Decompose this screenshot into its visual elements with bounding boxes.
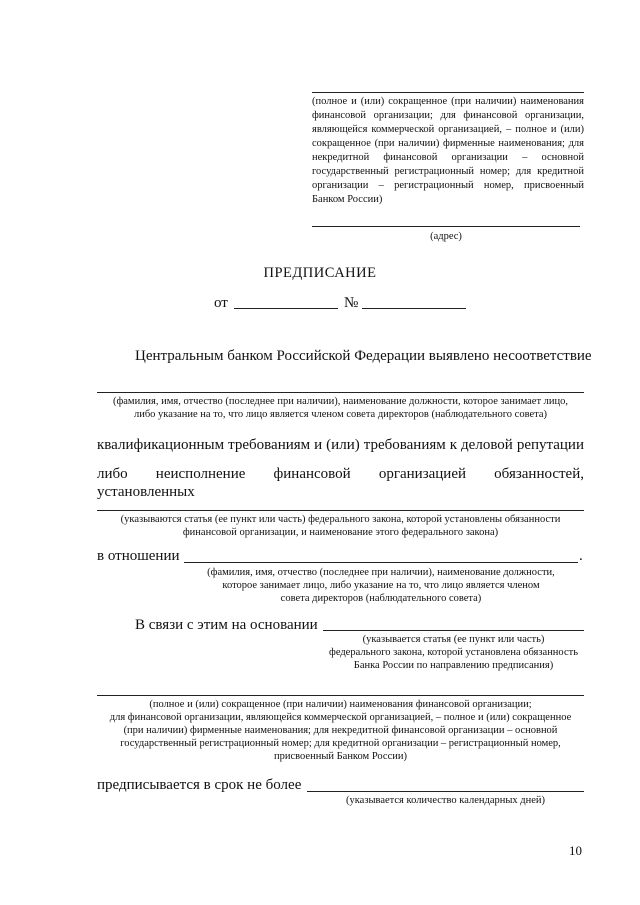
basis-line	[323, 630, 584, 631]
basis-label: В связи с этим на основании	[135, 617, 318, 633]
law-line	[97, 510, 584, 511]
person-line	[97, 392, 584, 393]
term-line	[307, 791, 584, 792]
regarding-label: в отношении	[97, 548, 180, 564]
regarding-caption-line-2: которое занимает лицо, либо указание на то, что лицо является членом	[222, 580, 540, 591]
org2-caption-line-3: (при наличии) фирменные наименования; для некредитной финансовой организации – основной	[123, 725, 558, 736]
org2-line	[97, 695, 584, 696]
org2-caption-line-2: для финансовой организации, являющейся коммерческой организацией, – полное и (или) сокращенное	[109, 712, 572, 723]
regarding-end: .	[579, 548, 583, 564]
org-caption-line-2: финансовой организации; для финансовой организации,	[312, 110, 584, 121]
basis-caption-line-3: Банка России по направлению предписания)	[353, 660, 554, 671]
person-caption-line-1: (фамилия, имя, отчество (последнее при наличии), наименование должности, которое занимает лицо,	[112, 396, 569, 407]
org-caption-line-3: являющейся коммерческой организацией, – полное и (или)	[312, 124, 584, 135]
org-caption-line-5: некредитной финансовой организации – основной	[312, 152, 584, 163]
text-line-1: Центральным банком Российской Федерации выявлено несоответствие	[135, 348, 592, 364]
date-field-line	[234, 308, 338, 309]
number-sign: №	[344, 295, 359, 311]
law-caption-line-2: финансовой организации, и наименование этого федерального закона)	[182, 527, 499, 538]
text-line-2: квалификационным требованиям и (или) требованиям к деловой репутации	[97, 437, 584, 453]
law-caption-line-1: (указываются статья (ее пункт или часть) федерального закона, которой установлены обязанности	[120, 514, 561, 525]
term-caption: (указывается количество календарных дней)	[345, 795, 546, 806]
basis-caption-line-1: (указывается статья (ее пункт или часть)	[362, 634, 545, 645]
address-caption: (адрес)	[430, 231, 462, 242]
org-caption-line-8: Банком России)	[312, 194, 383, 205]
number-field-line	[362, 308, 466, 309]
page-number: 10	[569, 843, 582, 858]
address-line	[312, 226, 580, 227]
org2-caption-line-4: государственный регистрационный номер; для кредитной организации – регистрационный номер,	[120, 738, 561, 749]
org-caption-line-7: организации – регистрационный номер, присвоенный	[312, 180, 584, 191]
regarding-caption-line-1: (фамилия, имя, отчество (последнее при наличии), наименование должности,	[207, 567, 555, 578]
org-caption-line-4: сокращенное (при наличии) фирменные наименования; для	[312, 138, 584, 149]
org2-caption-line-5: присвоенный Банком России)	[274, 751, 407, 762]
org-name-line	[312, 92, 584, 93]
regarding-line	[184, 562, 578, 563]
org-caption-line-1: (полное и (или) сокращенное (при наличии) наименования	[312, 96, 584, 107]
document-title: ПРЕДПИСАНИЕ	[263, 265, 377, 281]
term-label: предписывается в срок не более	[97, 777, 302, 793]
date-prefix: от	[214, 295, 228, 311]
regarding-caption-line-3: совета директоров (наблюдательного совета)	[280, 593, 482, 604]
org-caption-line-6: государственный регистрационный номер; для кредитной	[312, 166, 584, 177]
basis-caption-line-2: федерального закона, которой установлена обязанность	[329, 647, 578, 658]
org2-caption-line-1: (полное и (или) сокращенное (при наличии) наименования финансовой организации;	[149, 699, 532, 710]
person-caption-line-2: либо указание на то, что лицо является членом совета директоров (наблюдательного совета)	[133, 409, 548, 420]
text-line-3: либо неисполнение финансовой организацией обязанностей, установленных	[97, 466, 584, 500]
